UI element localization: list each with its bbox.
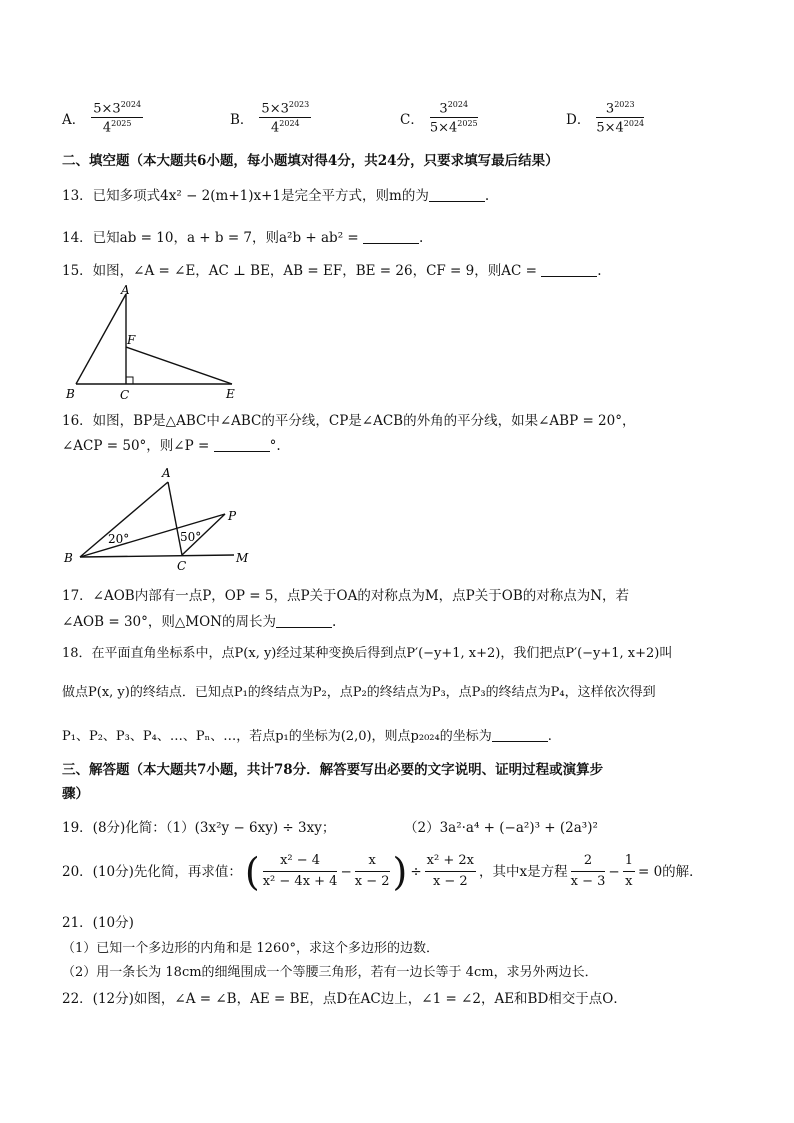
angle-label-50: 50°	[180, 530, 202, 544]
label-b: B	[66, 387, 75, 401]
choice-label: D．	[566, 111, 591, 128]
segment-ab	[76, 294, 126, 384]
question-17-line-1: 17．∠AOB内部有一点P，OP = 5，点P关于OA的对称点为M，点P关于OB的对称点为N，若	[62, 588, 630, 604]
answer-blank[interactable]	[492, 727, 548, 742]
segment-ac	[168, 482, 182, 555]
question-18-line-3: P₁、P₂、P₃、P₄、…、Pₙ、…，若点p₁的坐标为(2,0)，则点p₂₀₂₄的坐标为 .	[62, 729, 552, 744]
question-16-line-2: ∠ACP = 50°，则∠P = °.	[62, 438, 281, 454]
figure-15	[60, 284, 250, 404]
section-2-heading: 二、填空题（本大题共6小题，每小题填对得4分，共24分，只要求填写最后结果）	[62, 153, 559, 169]
choice-d	[566, 100, 644, 136]
question-21-head: 21．(10分)	[62, 915, 134, 931]
choice-c	[400, 100, 478, 136]
label-m: M	[236, 551, 249, 565]
label-c: C	[177, 559, 187, 573]
label-b: B	[64, 551, 73, 565]
fraction: $\frac{x}{x - 2}$	[354, 853, 390, 889]
question-18-line-2: 做点P(x, y)的终结点．已知点P₁的终结点为P₂，点P₂的终结点为P₃，点P₃的终结点为P₄，这样依次得到	[62, 685, 656, 700]
question-14: 14．已知ab = 10，a + b = 7，则a²b + ab² = .	[62, 230, 424, 246]
label-e: E	[226, 387, 235, 401]
section-3-heading-line-1: 三、解答题（本大题共7小题，共计78分．解答要写出必要的文字说明、证明过程或演算步	[62, 762, 604, 778]
fraction: $\frac{\text{x² − 4}}{\text{x² − 4x + 4}}$	[262, 853, 338, 889]
right-angle-mark	[126, 377, 133, 384]
question-15: 15．如图，∠A = ∠E，AC ⊥ BE，AB = EF，BE = 26，CF = 9，则AC = .	[62, 263, 602, 279]
label-a: A	[121, 284, 130, 297]
choice-label: C．	[400, 111, 424, 128]
question-19-part-1: 19．(8分)化简：（1）(3x²y − 6xy) ÷ 3xy；	[62, 820, 336, 836]
fraction: $\frac{1}{x}$	[624, 853, 633, 889]
segment-bm	[80, 555, 234, 557]
choice-label: A．	[62, 111, 86, 128]
label-f: F	[127, 333, 136, 347]
label-c: C	[120, 388, 130, 402]
choice-label: B．	[230, 111, 254, 128]
question-20: 20．(10分)先化简，再求值： ( $\frac{\text{x² − 4}}{\text{x² − 4x + 4}}$ − $\frac{x}{x - 2}$ ) ÷ $\frac{\text{x² + 2x}}{x - 2}$ ，其中x是方程 $\frac{2}{x - 3}$ − $\frac{1}{x}$ = 0的解．	[62, 849, 703, 894]
choice-fraction: $\frac{5\times 3^{2023}}{4^{2024}}$	[261, 100, 310, 136]
choice-fraction: $\frac{3^{2023}}{5\times 4^{2024}}$	[596, 100, 645, 136]
question-16-line-1: 16．如图，BP是△ABC中∠ABC的平分线，CP是∠ACB的外角的平分线，如果∠ABP = 20°，	[62, 413, 636, 429]
fraction: $\frac{\text{x² + 2x}}{x - 2}$	[426, 853, 474, 889]
answer-blank[interactable]	[276, 613, 332, 628]
segment-fe	[126, 347, 232, 384]
label-p: P	[228, 509, 237, 523]
question-18-line-1: 18．在平面直角坐标系中，点P(x, y)经过某种变换后得到点P′(−y+1, x+2)，我们把点P′(−y+1, x+2)叫	[62, 646, 673, 661]
choice-b	[230, 100, 311, 136]
question-13: 13．已知多项式4x² − 2(m+1)x+1是完全平方式，则m的为 .	[62, 188, 490, 204]
label-a: A	[162, 466, 171, 480]
choice-fraction: $\frac{3^{2024}}{5\times 4^{2025}}$	[429, 100, 478, 136]
figure-16	[62, 462, 262, 574]
section-3-heading-line-2: 骤）	[62, 786, 89, 802]
question-22: 22．(12分)如图，∠A = ∠B，AE = BE，点D在AC边上，∠1 = ∠2，AE和BD相交于点O．	[62, 991, 627, 1007]
question-21-part-1: （1）已知一个多边形的内角和是 1260°，求这个多边形的边数．	[62, 941, 439, 956]
answer-blank[interactable]	[429, 187, 485, 202]
answer-blank[interactable]	[363, 229, 419, 244]
answer-blank[interactable]	[214, 437, 270, 452]
question-17-line-2: ∠AOB = 30°，则△MON的周长为 .	[62, 614, 337, 630]
choice-fraction: $\frac{5\times 3^{2024}}{4^{2025}}$	[93, 100, 142, 136]
answer-blank[interactable]	[541, 262, 597, 277]
choice-a	[62, 100, 143, 136]
question-19-part-2: （2）3a²·a⁴ + (−a²)³ + (2a³)²	[404, 820, 598, 836]
fraction: $\frac{2}{x - 3}$	[570, 853, 606, 889]
question-21-part-2: （2）用一条长为 18cm的细绳围成一个等腰三角形，若有一边长等于 4cm，求另外两边长．	[62, 965, 598, 980]
angle-label-20: 20°	[108, 532, 130, 546]
